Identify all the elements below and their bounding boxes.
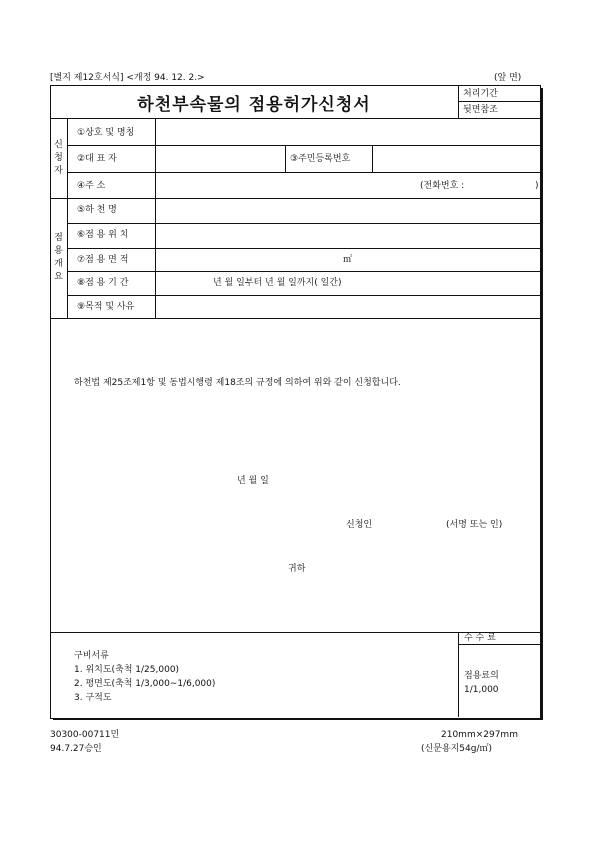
attachment-item: 3. 구적도	[74, 693, 112, 703]
occupancy-group-char: 점	[54, 233, 63, 243]
form-code: 30300-00711민	[50, 730, 120, 740]
applicant-group-char: 신	[54, 139, 63, 150]
paper-size: 210mm×297mm	[441, 730, 518, 740]
applicant-signer-label: 신청인	[346, 520, 373, 530]
fee-line-2: 1/1,000	[464, 685, 499, 695]
period-label: ⑧점 용 기 간	[77, 278, 129, 288]
frame-shadow-right	[540, 88, 543, 720]
attachments-heading: 구비서류	[74, 651, 109, 661]
attachment-item: 1. 위치도(축척 1/25,000)	[74, 665, 180, 675]
form-title: 하천부속물의 점용허가신청서	[137, 94, 371, 115]
period-field[interactable]: 년 월 일부터 년 월 일까지( 일간)	[213, 278, 342, 288]
area-unit: ㎡	[343, 255, 353, 265]
river-name-label: ⑤하 천 명	[77, 205, 117, 215]
phone-label: (전화번호 :	[420, 181, 465, 191]
purpose-field[interactable]	[156, 296, 539, 317]
signature-field[interactable]: (서명 또는 인)	[446, 520, 503, 530]
application-statement: 하천법 제25조제1항 및 동법시행령 제18조의 규정에 의하여 위와 같이 신청합니다.	[74, 378, 401, 388]
location-field[interactable]	[156, 224, 539, 248]
resident-number-field[interactable]	[373, 146, 539, 172]
processing-period-label: 처리기간	[463, 89, 498, 99]
business-name-field[interactable]	[156, 119, 539, 145]
occupancy-group-label	[50, 198, 67, 318]
form-reference: [별지 제12호서식] <개정 94. 12. 2.>	[50, 73, 205, 83]
purpose-label: ⑨목적 및 사유	[77, 302, 135, 312]
phone-close: )	[535, 181, 539, 191]
applicant-group-char: 자	[54, 165, 63, 176]
address-label: ④주 소	[77, 181, 106, 191]
frame-shadow-bottom	[53, 718, 543, 720]
area-field[interactable]	[156, 249, 336, 271]
representative-field[interactable]	[156, 146, 284, 172]
address-field[interactable]	[156, 173, 416, 197]
business-name-label: ①상호 및 명칭	[77, 128, 135, 138]
area-label: ⑦점 용 면 적	[77, 255, 129, 265]
representative-label: ②대 표 자	[77, 154, 117, 164]
occupancy-group-char: 요	[54, 272, 63, 282]
attachment-item: 2. 평면도(축척 1/3,000∼1/6,000)	[74, 679, 216, 689]
river-name-field[interactable]	[156, 199, 539, 223]
occupancy-group-char: 개	[54, 259, 63, 269]
occupancy-group-char: 용	[54, 246, 63, 256]
location-label: ⑥점 용 위 치	[77, 230, 129, 240]
resident-number-label: ③주민등록번호	[290, 154, 351, 164]
fee-heading: 수 수 료	[464, 633, 496, 643]
processing-period-note: 뒷면참조	[463, 105, 498, 115]
page-side-label: (앞 면)	[494, 73, 522, 83]
paper-type: (신문용지54g/㎡)	[421, 744, 492, 754]
application-date[interactable]: 년 월 일	[237, 476, 269, 486]
applicant-group-char: 청	[54, 152, 63, 163]
addressee-label: 귀하	[288, 564, 306, 574]
applicant-group-label	[50, 118, 67, 198]
approval-date: 94.7.27승인	[50, 744, 102, 754]
fee-line-1: 점용료의	[464, 671, 499, 681]
